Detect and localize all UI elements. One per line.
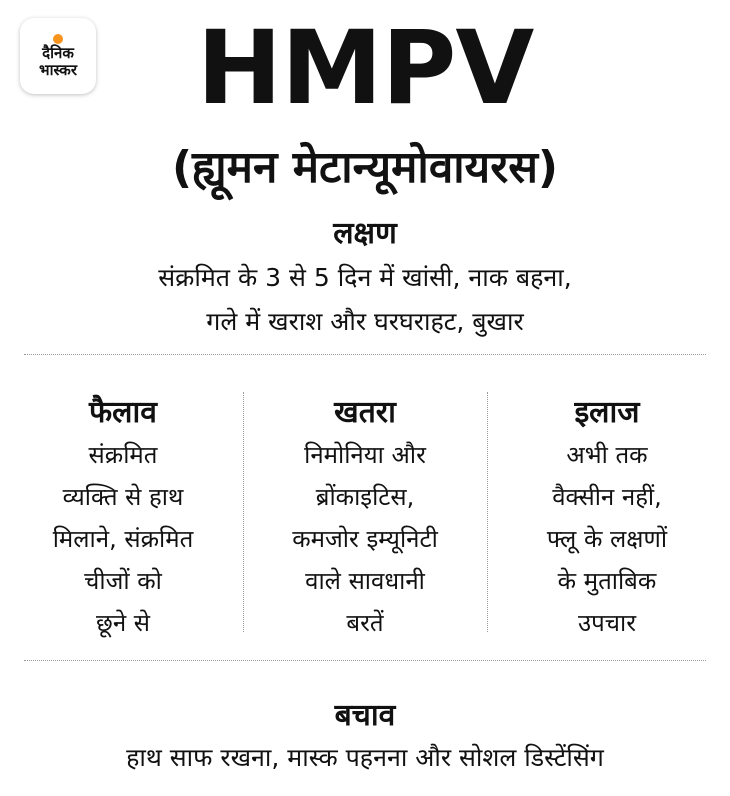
risk-line-1: निमोनिया और bbox=[304, 441, 426, 469]
symptoms-text-line1: संक्रमित के 3 से 5 दिन में खांसी, नाक बहना, bbox=[158, 263, 572, 292]
page-title: HMPV bbox=[196, 9, 534, 128]
spread-line-1: संक्रमित bbox=[88, 441, 158, 469]
prevention-heading: बचाव bbox=[334, 698, 396, 733]
treatment-line-5: उपचार bbox=[577, 609, 637, 637]
spread-line-2: व्यक्ति से हाथ bbox=[62, 483, 184, 511]
treatment-heading: इलाज bbox=[574, 395, 640, 430]
column-risk bbox=[245, 392, 485, 644]
spread-line-4: चीजों को bbox=[84, 567, 162, 595]
risk-line-5: बरतें bbox=[346, 609, 384, 637]
risk-line-3: कमजोर इम्यूनिटी bbox=[292, 525, 438, 553]
spread-line-3: मिलाने, संक्रमित bbox=[52, 525, 194, 553]
risk-line-4: वाले सावधानी bbox=[305, 567, 425, 595]
risk-line-2: ब्रोंकाइटिस, bbox=[315, 483, 415, 511]
column-divider-left bbox=[243, 392, 244, 632]
treatment-line-1: अभी तक bbox=[566, 441, 648, 469]
treatment-line-3: फ्लू के लक्षणों bbox=[546, 525, 668, 553]
column-treatment bbox=[487, 392, 727, 644]
treatment-line-2: वैक्सीन नहीं, bbox=[552, 483, 662, 511]
section-divider-bottom bbox=[24, 660, 706, 661]
prevention-text: हाथ साफ रखना, मास्क पहनना और सोशल डिस्टेंसिंग bbox=[126, 743, 604, 772]
section-divider-top bbox=[24, 354, 706, 355]
logo-text-line1: दैनिक bbox=[42, 43, 74, 62]
symptoms-heading: लक्षण bbox=[333, 216, 397, 251]
column-spread bbox=[3, 392, 243, 644]
page-subtitle: (ह्यूमन मेटान्यूमोवायरस) bbox=[171, 142, 559, 193]
treatment-line-4: के मुताबिक bbox=[557, 567, 657, 595]
spread-heading: फैलाव bbox=[89, 395, 157, 430]
risk-heading: खतरा bbox=[334, 395, 396, 430]
logo-text-line2: भास्कर bbox=[39, 60, 77, 79]
spread-line-5: छूने से bbox=[96, 609, 150, 637]
symptoms-text-line2: गले में खराश और घरघराहट, बुखार bbox=[206, 307, 524, 336]
